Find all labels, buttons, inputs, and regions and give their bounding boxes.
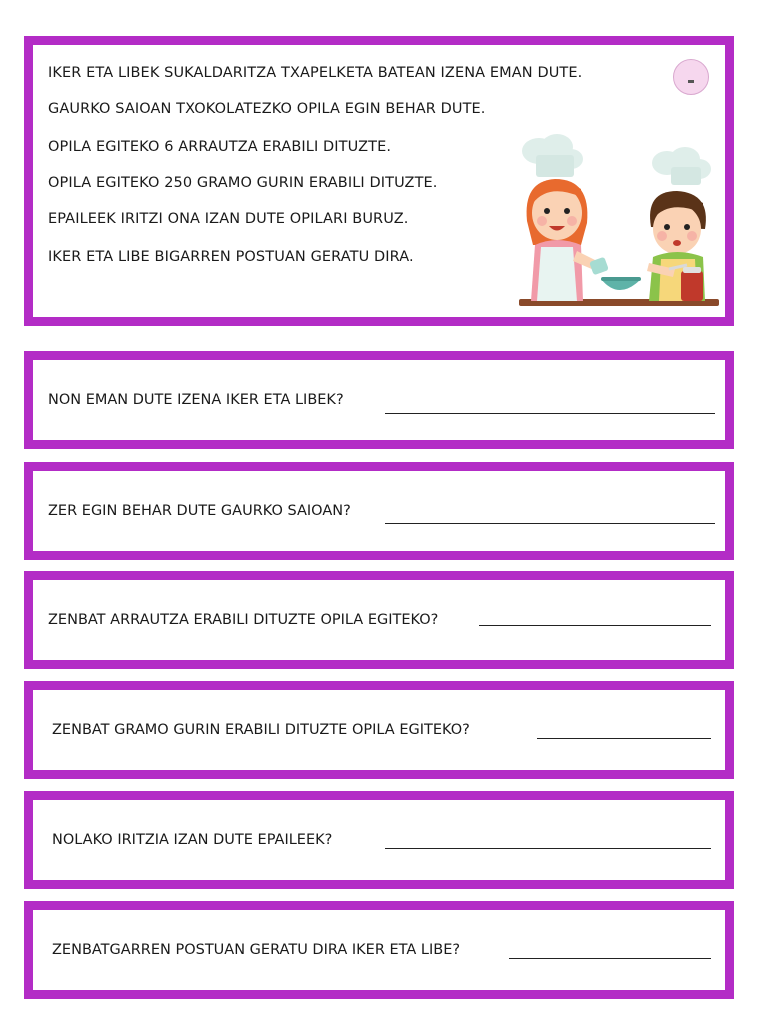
story-line-4: OPILA EGITEKO 250 GRAMO GURIN ERABILI DITUZTE.	[48, 175, 438, 191]
answer-line[interactable]	[509, 958, 711, 959]
answer-line[interactable]	[385, 523, 715, 524]
story-line-3: OPILA EGITEKO 6 ARRAUTZA ERABILI DITUZTE.	[48, 139, 392, 155]
answer-line[interactable]	[385, 848, 711, 849]
chef-children-illustration	[509, 133, 719, 311]
question-card	[24, 462, 734, 560]
question-card	[24, 901, 734, 999]
question-text: NON EMAN DUTE IZENA IKER ETA LIBEK?	[48, 392, 344, 408]
story-line-5: EPAILEEK IRITZI ONA IZAN DUTE OPILARI BURUZ.	[48, 211, 409, 227]
logo-badge-icon	[673, 59, 709, 95]
question-text: ZENBAT GRAMO GURIN ERABILI DITUZTE OPILA EGITEKO?	[52, 722, 470, 738]
answer-line[interactable]	[385, 413, 715, 414]
story-line-1: IKER ETA LIBEK SUKALDARITZA TXAPELKETA BATEAN IZENA EMAN DUTE.	[48, 65, 583, 81]
girl-chef-icon	[522, 134, 641, 301]
answer-line[interactable]	[479, 625, 711, 626]
question-text: NOLAKO IRITZIA IZAN DUTE EPAILEEK?	[52, 832, 333, 848]
question-card	[24, 791, 734, 889]
story-box	[24, 36, 734, 326]
story-line-2: GAURKO SAIOAN TXOKOLATEZKO OPILA EGIN BEHAR DUTE.	[48, 101, 486, 117]
question-text: ZER EGIN BEHAR DUTE GAURKO SAIOAN?	[48, 503, 351, 519]
question-text: ZENBAT ARRAUTZA ERABILI DITUZTE OPILA EGITEKO?	[48, 612, 439, 628]
story-line-6: IKER ETA LIBE BIGARREN POSTUAN GERATU DIRA.	[48, 249, 414, 265]
question-card	[24, 351, 734, 449]
question-card	[24, 571, 734, 669]
question-card	[24, 681, 734, 779]
boy-chef-icon	[647, 147, 711, 301]
question-text: ZENBATGARREN POSTUAN GERATU DIRA IKER ETA LIBE?	[52, 942, 461, 958]
answer-line[interactable]	[537, 738, 711, 739]
